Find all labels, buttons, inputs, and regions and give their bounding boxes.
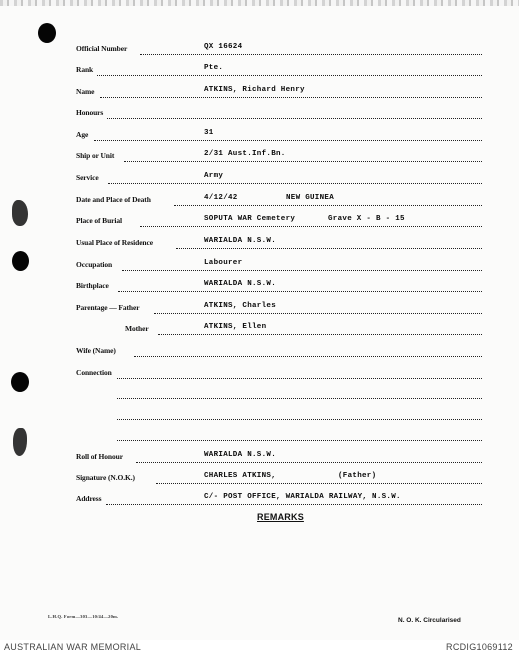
field-label: Rank <box>76 65 94 74</box>
field-value: QX 16624 <box>204 43 243 51</box>
field-label: Parentage — Father <box>76 303 140 312</box>
footer-institution: AUSTRALIAN WAR MEMORIAL <box>4 642 142 652</box>
dotted-leader <box>158 334 482 335</box>
footer-bar <box>0 640 519 654</box>
dotted-leader <box>97 75 482 76</box>
field-value: 4/12/42 <box>204 194 238 202</box>
field-occupation <box>0 260 519 274</box>
remarks-heading: REMARKS <box>257 512 304 522</box>
connection-continuation-line <box>117 440 482 441</box>
dotted-leader <box>108 183 482 184</box>
nok-circularised-stamp: N. O. K. Circularised <box>398 617 461 624</box>
field-value: WARIALDA N.S.W. <box>204 237 277 245</box>
field-label: Connection <box>76 368 112 377</box>
field-honours <box>0 108 519 122</box>
field-parentage-father <box>0 303 519 317</box>
field-parentage-mother <box>0 324 519 338</box>
dotted-leader <box>140 54 482 55</box>
field-roll-of-honour <box>0 452 519 466</box>
scan-edge <box>0 0 519 6</box>
field-value: ATKINS, Richard Henry <box>204 86 305 94</box>
dotted-leader <box>134 356 482 357</box>
dotted-leader <box>154 313 482 314</box>
form-number: L.H.Q. Form—303—10/44—20m. <box>48 614 119 619</box>
dotted-leader <box>106 504 482 505</box>
field-value: Army <box>204 172 224 180</box>
field-label: Date and Place of Death <box>76 195 151 204</box>
field-label: Signature (N.O.K.) <box>76 473 135 482</box>
field-rank <box>0 65 519 79</box>
dotted-leader <box>174 205 482 206</box>
field-place-of-burial <box>0 216 519 230</box>
field-value: Labourer <box>204 259 243 267</box>
field-address <box>0 494 519 508</box>
field-label: Wife (Name) <box>76 346 116 355</box>
dotted-leader <box>94 140 482 141</box>
field-birthplace <box>0 281 519 295</box>
field-value: 2/31 Aust.Inf.Bn. <box>204 150 286 158</box>
field-ship-or-unit <box>0 151 519 165</box>
field-label: Ship or Unit <box>76 151 115 160</box>
field-label: Honours <box>76 108 104 117</box>
field-value: 31 <box>204 129 214 137</box>
field-connection <box>0 368 519 382</box>
field-value: Pte. <box>204 64 224 72</box>
field-label: Age <box>76 130 89 139</box>
field-label: Usual Place of Residence <box>76 238 153 247</box>
field-value: ATKINS, Charles <box>204 302 277 310</box>
dotted-leader <box>117 378 482 379</box>
field-value: WARIALDA N.S.W. <box>204 451 277 459</box>
field-value: SOPUTA WAR Cemetery <box>204 215 296 223</box>
field-value: WARIALDA N.S.W. <box>204 280 277 288</box>
footer-record-id: RCDIG1069112 <box>446 642 513 652</box>
dotted-leader <box>136 462 482 463</box>
field-label: Name <box>76 87 95 96</box>
field-value: ATKINS, Ellen <box>204 323 267 331</box>
punch-hole <box>38 23 56 43</box>
field-label: Occupation <box>76 260 113 269</box>
dotted-leader <box>124 161 482 162</box>
connection-continuation-line <box>117 419 482 420</box>
dotted-leader <box>107 118 482 119</box>
field-wife <box>0 346 519 360</box>
field-service <box>0 173 519 187</box>
field-label: Mother <box>125 324 149 333</box>
field-official-number <box>0 44 519 58</box>
dotted-leader <box>156 483 482 484</box>
dotted-leader <box>140 226 482 227</box>
field-age <box>0 130 519 144</box>
dotted-leader <box>176 248 482 249</box>
field-label: Place of Burial <box>76 216 122 225</box>
dotted-leader <box>118 291 482 292</box>
field-label: Service <box>76 173 99 182</box>
field-signature-nok <box>0 473 519 487</box>
field-value-2: Grave X - B - 15 <box>328 215 405 223</box>
field-date-place-of-death <box>0 195 519 209</box>
dotted-leader <box>100 97 482 98</box>
field-label: Roll of Honour <box>76 452 123 461</box>
field-usual-residence <box>0 238 519 252</box>
field-value-2: (Father) <box>338 472 377 480</box>
field-name <box>0 87 519 101</box>
field-label: Official Number <box>76 44 128 53</box>
field-label: Address <box>76 494 102 503</box>
field-value: C/- POST OFFICE, WARIALDA RAILWAY, N.S.W. <box>204 493 401 501</box>
field-value-2: NEW GUINEA <box>286 194 335 202</box>
field-label: Birthplace <box>76 281 109 290</box>
dotted-leader <box>122 270 482 271</box>
connection-continuation-line <box>117 398 482 399</box>
field-value: CHARLES ATKINS, <box>204 472 277 480</box>
